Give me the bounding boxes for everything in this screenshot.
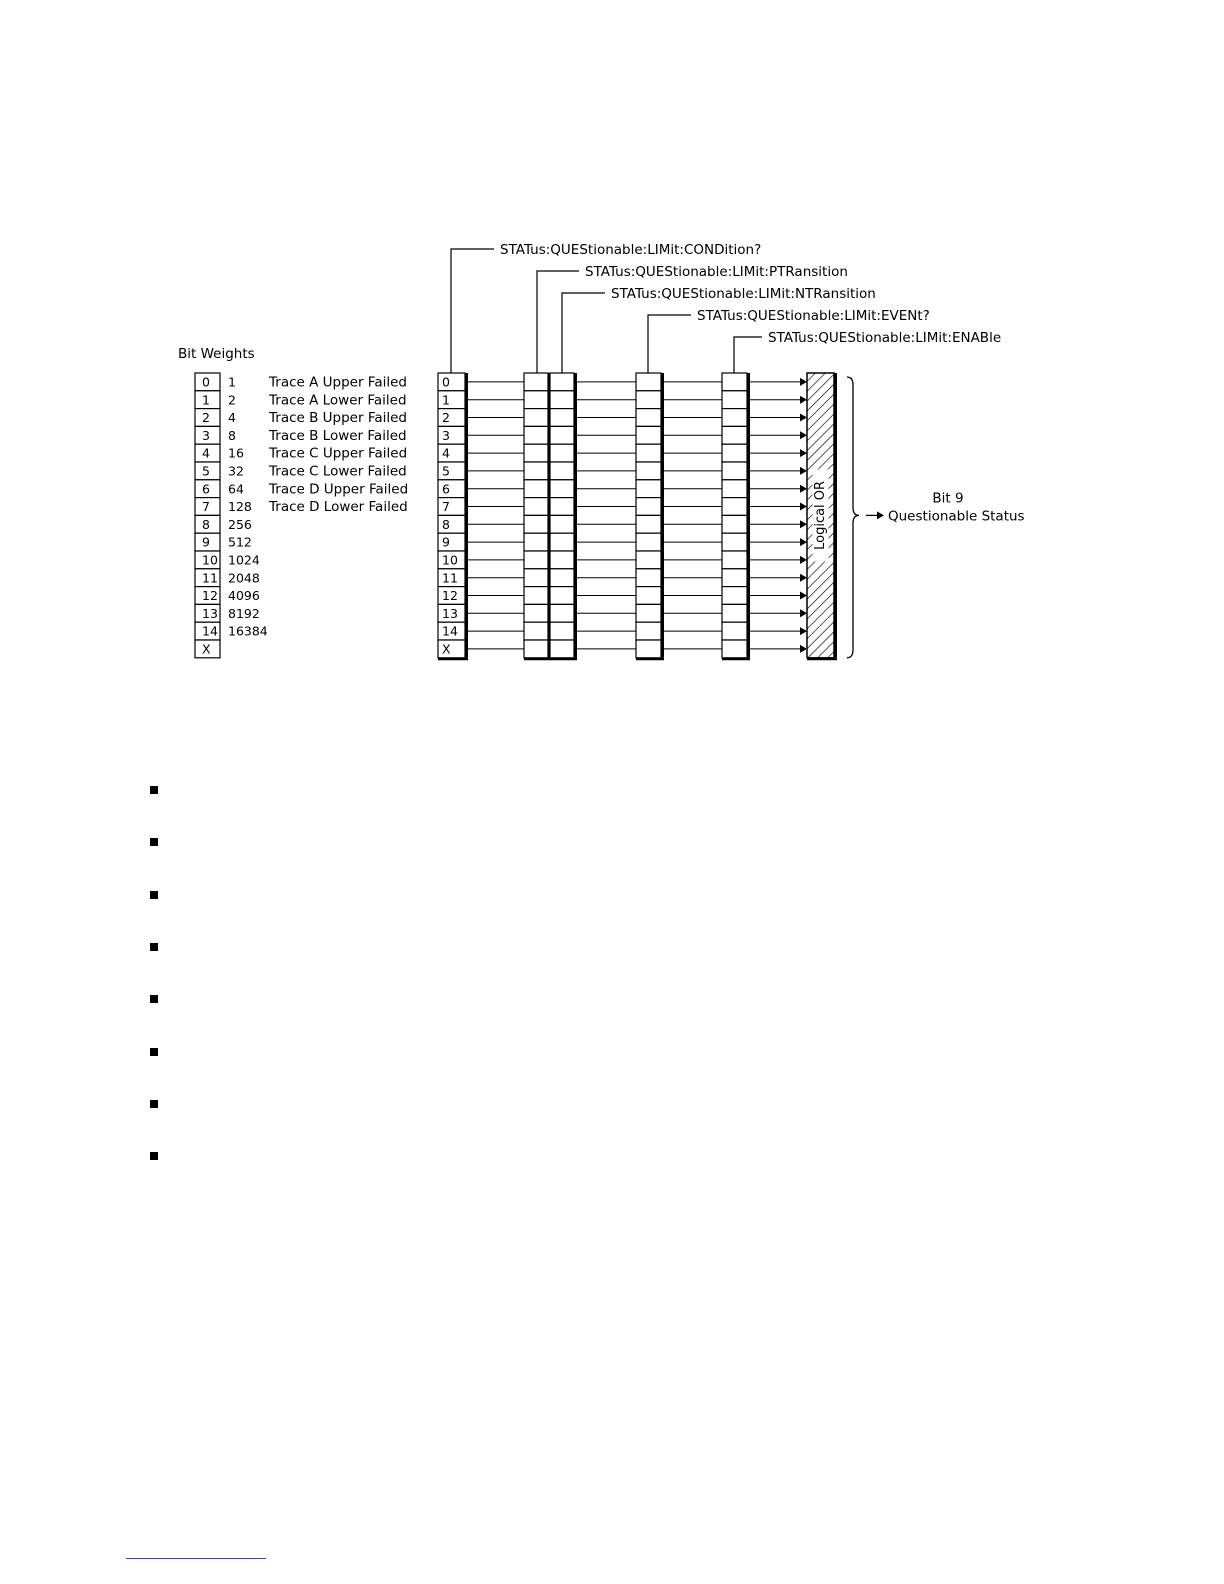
register-bit-cell <box>722 498 747 516</box>
bit-weight-value: 128 <box>228 499 252 515</box>
register-leader-line <box>451 249 494 373</box>
register-bit-number: 3 <box>442 427 450 443</box>
register-bit-cell <box>524 462 548 480</box>
register-bit-cell <box>524 622 548 640</box>
register-leader-line <box>734 337 762 373</box>
bit-index-label: 5 <box>202 463 210 479</box>
register-bit-cell <box>722 533 747 551</box>
register-bit-number: 14 <box>442 623 458 639</box>
register-bit-cell <box>550 462 574 480</box>
arrow-head-icon <box>800 449 807 457</box>
output-status-label: Questionable Status <box>888 508 1025 525</box>
register-bit-cell <box>524 533 548 551</box>
register-name-label: STATus:QUEStionable:LIMit:CONDition? <box>500 242 762 258</box>
bit-description: Trace B Upper Failed <box>269 410 407 427</box>
bit-index-label: 1 <box>202 392 210 408</box>
register-bit-cell <box>722 426 747 444</box>
bullet-square-icon <box>150 1048 158 1056</box>
register-bit-cell <box>550 391 574 409</box>
register-bit-cell <box>524 426 548 444</box>
register-bit-cell <box>636 498 661 516</box>
bit-weight-value: 1 <box>228 374 236 390</box>
register-bit-cell <box>636 640 661 658</box>
bit-weight-value: 8192 <box>228 605 260 621</box>
register-bit-cell <box>636 426 661 444</box>
register-bit-cell <box>636 515 661 533</box>
register-bit-cell <box>524 480 548 498</box>
bit-index-label: 13 <box>202 605 218 621</box>
register-bit-cell <box>722 409 747 427</box>
bit-description: Trace A Upper Failed <box>269 374 407 391</box>
brace <box>847 377 859 658</box>
bit-weight-value: 4 <box>228 410 236 426</box>
register-bit-cell <box>550 444 574 462</box>
bullet-square-icon <box>150 1100 158 1108</box>
register-bit-cell <box>524 640 548 658</box>
bit-weight-value: 16384 <box>228 623 268 639</box>
bit-weight-value: 2048 <box>228 570 260 586</box>
register-bit-cell <box>722 515 747 533</box>
register-bit-cell <box>524 391 548 409</box>
bullet-square-icon <box>150 786 158 794</box>
arrow-head-icon <box>800 378 807 386</box>
register-bit-cell <box>722 391 747 409</box>
bit-index-label: 4 <box>202 445 210 461</box>
register-bit-cell <box>722 622 747 640</box>
register-bit-cell <box>636 604 661 622</box>
output-arrow-icon <box>877 511 884 519</box>
bit-index-label: 7 <box>202 499 210 515</box>
register-bit-number: X <box>442 641 451 657</box>
register-bit-cell <box>524 587 548 605</box>
bit-description: Trace A Lower Failed <box>269 392 407 409</box>
arrow-head-icon <box>800 414 807 422</box>
register-bit-number: 1 <box>442 392 450 408</box>
register-bit-cell <box>524 498 548 516</box>
register-bit-cell <box>636 373 661 391</box>
register-bit-cell <box>524 373 548 391</box>
register-bit-cell <box>524 551 548 569</box>
register-bit-cell <box>636 533 661 551</box>
bit-index-label: 9 <box>202 534 210 550</box>
arrow-head-icon <box>800 520 807 528</box>
register-bit-cell <box>636 462 661 480</box>
register-bit-cell <box>722 587 747 605</box>
arrow-head-icon <box>800 396 807 404</box>
bit-description: Trace B Lower Failed <box>269 427 407 444</box>
register-bit-cell <box>550 640 574 658</box>
register-bit-cell <box>550 551 574 569</box>
register-bit-number: 8 <box>442 516 450 532</box>
register-bit-number: 0 <box>442 374 450 390</box>
register-bit-cell <box>550 515 574 533</box>
register-bit-number: 11 <box>442 570 458 586</box>
register-bit-cell <box>722 462 747 480</box>
register-bit-cell <box>722 444 747 462</box>
register-bit-cell <box>550 587 574 605</box>
register-bit-cell <box>636 444 661 462</box>
register-bit-cell <box>550 622 574 640</box>
bit-description: Trace D Upper Failed <box>269 481 409 498</box>
bit-index-label: 14 <box>202 623 218 639</box>
bit-description: Trace C Upper Failed <box>269 445 408 462</box>
bit-index-label: 10 <box>202 552 218 568</box>
bit-index-label: X <box>202 641 211 657</box>
bit-weight-value: 4096 <box>228 588 260 604</box>
bit-description: Trace D Lower Failed <box>269 499 408 516</box>
register-bit-number: 9 <box>442 534 450 550</box>
bit-index-label: 12 <box>202 588 218 604</box>
register-leader-line <box>537 271 579 373</box>
register-bit-cell <box>722 551 747 569</box>
arrow-head-icon <box>800 609 807 617</box>
bit-index-label: 6 <box>202 481 210 497</box>
register-bit-cell <box>550 409 574 427</box>
bit-weight-value: 1024 <box>228 552 260 568</box>
bit-weight-value: 16 <box>228 445 244 461</box>
bit-index-label: 3 <box>202 427 210 443</box>
register-name-label: STATus:QUEStionable:LIMit:PTRansition <box>585 264 848 280</box>
register-bit-cell <box>636 391 661 409</box>
register-bit-cell <box>722 480 747 498</box>
register-bit-cell <box>636 569 661 587</box>
register-leader-line <box>562 293 605 373</box>
register-bit-number: 6 <box>442 481 450 497</box>
register-bit-number: 10 <box>442 552 458 568</box>
register-bit-number: 12 <box>442 588 458 604</box>
arrow-head-icon <box>800 556 807 564</box>
bit-weight-value: 8 <box>228 427 236 443</box>
bit-weight-value: 512 <box>228 534 252 550</box>
register-bit-cell <box>636 480 661 498</box>
register-bit-cell <box>524 604 548 622</box>
bit-index-label: 0 <box>202 374 210 390</box>
bullet-square-icon <box>150 943 158 951</box>
arrow-head-icon <box>800 592 807 600</box>
bullet-square-icon <box>150 891 158 899</box>
bullet-square-icon <box>150 1152 158 1160</box>
arrow-head-icon <box>800 503 807 511</box>
register-bit-cell <box>636 551 661 569</box>
register-bit-cell <box>550 480 574 498</box>
status-register-diagram <box>0 0 1224 720</box>
register-bit-cell <box>524 444 548 462</box>
register-bit-cell <box>550 569 574 587</box>
register-bit-cell <box>550 604 574 622</box>
register-bit-cell <box>550 373 574 391</box>
register-bit-cell <box>524 569 548 587</box>
arrow-head-icon <box>800 485 807 493</box>
register-bit-cell <box>722 569 747 587</box>
register-bit-number: 7 <box>442 499 450 515</box>
register-bit-cell <box>722 604 747 622</box>
bullet-square-icon <box>150 838 158 846</box>
register-bit-cell <box>550 498 574 516</box>
register-bit-cell <box>550 533 574 551</box>
register-bit-cell <box>550 426 574 444</box>
register-bit-cell <box>636 622 661 640</box>
output-bit-label: Bit 9 <box>932 490 964 507</box>
footnote-rule <box>126 1558 266 1559</box>
bit-weight-value: 64 <box>228 481 244 497</box>
register-bit-number: 2 <box>442 410 450 426</box>
bit-weight-value: 256 <box>228 516 252 532</box>
logical-or-label: Logical OR <box>813 480 828 550</box>
register-bit-cell <box>524 515 548 533</box>
bit-index-label: 8 <box>202 516 210 532</box>
register-name-label: STATus:QUEStionable:LIMit:EVENt? <box>697 308 930 324</box>
register-bit-number: 5 <box>442 463 450 479</box>
register-bit-number: 4 <box>442 445 450 461</box>
arrow-head-icon <box>800 645 807 653</box>
arrow-head-icon <box>800 627 807 635</box>
arrow-head-icon <box>800 574 807 582</box>
bit-index-label: 2 <box>202 410 210 426</box>
register-name-label: STATus:QUEStionable:LIMit:ENABle <box>768 330 1002 346</box>
bit-weight-value: 32 <box>228 463 244 479</box>
register-bit-cell <box>524 409 548 427</box>
bit-index-label: 11 <box>202 570 218 586</box>
arrow-head-icon <box>800 467 807 475</box>
register-bit-cell <box>636 587 661 605</box>
arrow-head-icon <box>800 431 807 439</box>
register-bit-cell <box>722 640 747 658</box>
register-bit-number: 13 <box>442 605 458 621</box>
register-bit-cell <box>722 373 747 391</box>
arrow-head-icon <box>800 538 807 546</box>
bit-weights-title: Bit Weights <box>178 346 255 362</box>
register-bit-cell <box>636 409 661 427</box>
bit-description: Trace C Lower Failed <box>269 463 407 480</box>
bit-weight-value: 2 <box>228 392 236 408</box>
register-name-label: STATus:QUEStionable:LIMit:NTRansition <box>611 286 876 302</box>
bullet-square-icon <box>150 995 158 1003</box>
register-leader-line <box>648 315 691 373</box>
